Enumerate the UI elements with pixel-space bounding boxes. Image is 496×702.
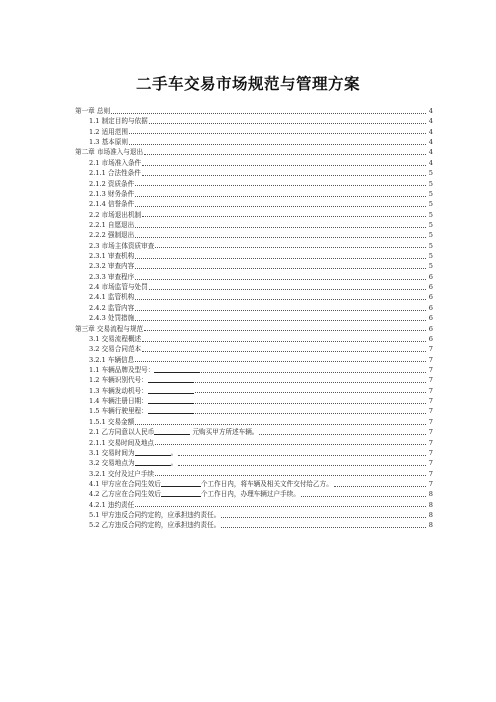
toc-page-number: 7	[428, 448, 433, 457]
toc-page-number: 7	[428, 479, 433, 488]
document-title: 二手车交易市场规范与管理方案	[135, 75, 360, 93]
toc-page-number: 6	[428, 293, 433, 302]
toc-entry-text: 第二章 市场准入与退出	[75, 148, 144, 157]
toc-page-number: 5	[428, 210, 433, 219]
toc-page-number: 6	[428, 334, 433, 343]
toc-entry-label	[89, 241, 154, 251]
toc-section-entry[interactable]	[75, 241, 433, 251]
dot-leader	[155, 475, 426, 476]
toc-section-entry[interactable]	[75, 334, 433, 344]
dot-leader	[142, 351, 426, 352]
toc-page-number: 6	[428, 272, 433, 281]
toc-entry-text: 3.1 交易流程概述	[89, 334, 142, 343]
fill-in-blank-underline	[148, 396, 194, 404]
toc-entry-label	[75, 147, 143, 157]
toc-entry-text: 2.2.1 自愿退出	[89, 220, 135, 229]
dot-leader	[149, 123, 426, 124]
toc-page-number: 5	[428, 169, 433, 178]
toc-entry-text: 3.2.1 车辆信息	[89, 355, 135, 364]
toc-entry-text: 2.1.1 交易时间及地点	[89, 438, 155, 447]
toc-entry-text: 1.3 车辆发动机号：	[89, 386, 148, 395]
toc-entry-label	[75, 106, 110, 116]
toc-entry-text: 5.2 乙方违反合同约定的，应承担违约责任。	[89, 521, 221, 530]
toc-entry-label	[89, 303, 134, 313]
toc-entry-label	[89, 386, 194, 396]
dot-leader	[195, 382, 426, 383]
dot-leader	[135, 206, 426, 207]
toc-entry-label	[89, 458, 177, 468]
toc-section-entry[interactable]	[75, 251, 433, 261]
toc-entry-label	[89, 127, 128, 137]
dot-leader	[334, 486, 426, 487]
dot-leader	[155, 444, 426, 445]
dot-leader	[135, 258, 426, 259]
toc-entry-tail-text: 个工作日内，将车辆及相关文件交付给乙方。	[200, 479, 333, 488]
dot-leader	[144, 154, 426, 155]
fill-in-blank-underline	[154, 365, 200, 373]
dot-leader	[129, 144, 426, 145]
toc-entry-label	[89, 355, 134, 365]
toc-page-number: 5	[428, 220, 433, 229]
toc-entry-text: 1.5.1 交易金额	[89, 417, 135, 426]
toc-entry-label	[89, 479, 333, 489]
toc-entry-text: 2.3.3 审查程序	[89, 272, 135, 281]
dot-leader	[259, 434, 426, 435]
toc-entry-text: 第三章 交易流程与规范	[75, 324, 144, 333]
toc-page-number: 6	[428, 283, 433, 292]
dot-leader	[178, 465, 426, 466]
dot-leader	[142, 175, 426, 176]
toc-section-entry[interactable]	[75, 375, 433, 385]
toc-entry-text: 5.1 甲方违反合同约定的，应承担违约责任。	[89, 511, 221, 520]
toc-section-entry[interactable]	[75, 137, 433, 147]
dot-leader	[135, 227, 426, 228]
toc-entry-label	[89, 261, 134, 271]
toc-entry-text: 1.3 基本原则	[89, 138, 128, 147]
toc-section-entry[interactable]	[75, 458, 433, 468]
toc-section-entry[interactable]	[75, 158, 433, 168]
toc-section-entry[interactable]	[75, 220, 433, 230]
toc-entry-text: 2.1.4 信誉条件	[89, 200, 135, 209]
toc-section-entry[interactable]	[75, 189, 433, 199]
toc-entry-label	[89, 158, 141, 168]
toc-entry-label	[89, 396, 194, 406]
toc-section-entry[interactable]	[75, 272, 433, 282]
fill-in-blank-underline	[154, 427, 190, 435]
toc-entry-text: 4.2 乙方应在合同生效后	[89, 490, 161, 499]
toc-entry-label	[75, 324, 143, 334]
fill-in-blank-underline	[161, 489, 201, 497]
toc-page-number: 7	[428, 417, 433, 426]
toc-page-number: 7	[428, 355, 433, 364]
toc-entry-text: 1.1 制定目的与依据	[89, 117, 148, 126]
toc-section-entry[interactable]	[75, 313, 433, 323]
toc-entry-label	[89, 179, 134, 189]
toc-page-number: 4	[428, 127, 433, 136]
toc-entry-label	[89, 199, 134, 209]
toc-entry-text: 2.1 乙方同意以人民币	[89, 428, 155, 437]
toc-entry-label	[89, 251, 134, 261]
toc-page-number: 7	[428, 345, 433, 354]
toc-entry-text: 2.1.2 资质条件	[89, 179, 135, 188]
dot-leader	[135, 506, 426, 507]
toc-section-entry[interactable]	[75, 179, 433, 189]
toc-entry-text: 2.3.2 审查内容	[89, 262, 135, 271]
toc-entry-text: 1.5 车辆行驶里程：	[89, 407, 148, 416]
toc-entry-label	[89, 448, 177, 458]
fill-in-blank-underline	[148, 406, 194, 414]
toc-entry-label	[89, 272, 134, 282]
toc-entry-label	[89, 489, 300, 499]
toc-entry-text: 第一章 总则	[75, 107, 111, 115]
toc-page-number: 6	[428, 324, 433, 333]
toc-entry-text: 4.1 甲方应在合同生效后	[89, 479, 161, 488]
toc-section-entry[interactable]	[75, 365, 433, 375]
toc-entry-label	[89, 469, 154, 479]
toc-section-entry[interactable]	[75, 469, 433, 479]
toc-entry-label	[89, 292, 134, 302]
toc-entry-text: 2.4.3 处罚措施	[89, 314, 135, 323]
dot-leader	[135, 185, 426, 186]
toc-entry-text: 2.3 市场主体资质审查	[89, 241, 155, 250]
dot-leader	[135, 237, 426, 238]
toc-entry-text: 2.4 市场监管与处罚	[89, 283, 148, 292]
toc-entry-tail-text: 元购买甲方所述车辆。	[190, 428, 259, 437]
toc-section-entry[interactable]	[75, 344, 433, 354]
toc-page-number: 7	[428, 428, 433, 437]
toc-section-entry[interactable]	[75, 168, 433, 178]
toc-section-entry[interactable]	[75, 261, 433, 271]
toc-entry-label	[89, 438, 154, 448]
toc-section-entry[interactable]	[75, 230, 433, 240]
table-of-contents	[75, 106, 433, 531]
toc-entry-label	[89, 220, 134, 230]
dot-leader	[195, 413, 426, 414]
toc-section-entry[interactable]	[75, 127, 433, 137]
toc-entry-label	[89, 334, 141, 344]
toc-section-entry[interactable]	[75, 520, 433, 530]
toc-entry-text: 2.4.1 监管机构	[89, 293, 135, 302]
fill-in-blank-underline	[148, 386, 194, 394]
toc-section-entry[interactable]	[75, 210, 433, 220]
toc-section-entry[interactable]	[75, 479, 433, 489]
toc-entry-text: 3.2 交易合同范本	[89, 345, 142, 354]
toc-entry-text: 2.1 市场准入条件	[89, 158, 142, 167]
dot-leader	[135, 424, 426, 425]
toc-page-number: 8	[428, 490, 433, 499]
toc-entry-label	[89, 375, 194, 385]
dot-leader	[111, 113, 426, 114]
toc-entry-tail-text: 个工作日内，办理车辆过户手续。	[200, 490, 300, 499]
toc-section-entry[interactable]	[75, 199, 433, 209]
fill-in-blank-underline	[161, 479, 201, 487]
dot-leader	[135, 268, 426, 269]
dot-leader	[201, 372, 426, 373]
toc-section-entry[interactable]	[75, 448, 433, 458]
toc-entry-label	[89, 313, 134, 323]
toc-entry-label	[89, 510, 220, 520]
toc-chapter-entry[interactable]	[75, 147, 433, 157]
toc-page-number: 8	[428, 500, 433, 509]
toc-page-number: 4	[428, 117, 433, 126]
toc-entry-tail-text: 。	[170, 448, 178, 457]
toc-section-entry[interactable]	[75, 510, 433, 520]
toc-section-entry[interactable]	[75, 292, 433, 302]
toc-page-number: 7	[428, 386, 433, 395]
toc-entry-label	[89, 168, 141, 178]
dot-leader	[129, 133, 426, 134]
toc-page-number: 5	[428, 200, 433, 209]
toc-entry-text: 2.2.2 强制退出	[89, 231, 135, 240]
toc-section-entry[interactable]	[75, 386, 433, 396]
toc-page-number: 5	[428, 262, 433, 271]
dot-leader	[195, 392, 426, 393]
toc-entry-text: 1.2 适用范围	[89, 127, 128, 136]
toc-chapter-entry[interactable]	[75, 106, 433, 116]
toc-entry-label	[89, 427, 258, 437]
fill-in-blank-underline	[148, 375, 194, 383]
toc-page-number: 5	[428, 241, 433, 250]
toc-entry-label	[89, 189, 134, 199]
dot-leader	[195, 403, 426, 404]
toc-page-number: 7	[428, 438, 433, 447]
toc-section-entry[interactable]	[75, 396, 433, 406]
toc-entry-label	[89, 137, 128, 147]
dot-leader	[301, 496, 426, 497]
toc-page-number: 5	[428, 231, 433, 240]
toc-section-entry[interactable]	[75, 438, 433, 448]
toc-entry-label	[89, 210, 141, 220]
toc-entry-text: 3.2 交易地点为	[89, 459, 135, 468]
toc-section-entry[interactable]	[75, 489, 433, 499]
toc-entry-label	[89, 417, 134, 427]
toc-page-number: 7	[428, 376, 433, 385]
toc-entry-tail-text: 。	[170, 459, 178, 468]
toc-entry-label	[89, 116, 148, 126]
toc-entry-text: 1.1 车辆品牌及型号：	[89, 365, 155, 374]
toc-entry-label	[89, 520, 220, 530]
dot-leader	[149, 289, 426, 290]
toc-page-number: 4	[428, 107, 433, 115]
toc-entry-label	[89, 230, 134, 240]
toc-entry-text: 2.4.2 监管内容	[89, 303, 135, 312]
toc-section-entry[interactable]	[75, 406, 433, 416]
toc-section-entry[interactable]	[75, 417, 433, 427]
toc-section-entry[interactable]	[75, 500, 433, 510]
toc-page-number: 5	[428, 252, 433, 261]
toc-page-number: 8	[428, 521, 433, 530]
dot-leader	[135, 310, 426, 311]
toc-chapter-entry[interactable]	[75, 324, 433, 334]
toc-entry-text: 3.1 交易时间为	[89, 448, 135, 457]
toc-page-number: 7	[428, 397, 433, 406]
toc-section-entry[interactable]	[75, 303, 433, 313]
toc-page-number: 4	[428, 138, 433, 147]
dot-leader	[135, 279, 426, 280]
dot-leader	[142, 341, 426, 342]
toc-entry-label	[89, 365, 200, 375]
toc-page-number: 7	[428, 459, 433, 468]
toc-section-entry[interactable]	[75, 355, 433, 365]
dot-leader	[221, 527, 426, 528]
toc-page-number: 4	[428, 158, 433, 167]
fill-in-blank-underline	[135, 458, 171, 466]
toc-page-number: 4	[428, 148, 433, 157]
toc-page-number: 8	[428, 511, 433, 520]
toc-entry-text: 3.2.1 交付及过户手续	[89, 469, 155, 478]
toc-entry-label	[89, 500, 134, 510]
dot-leader	[221, 517, 426, 518]
toc-entry-text: 2.1.3 财务条件	[89, 189, 135, 198]
fill-in-blank-underline	[135, 448, 171, 456]
dot-leader	[178, 455, 426, 456]
dot-leader	[135, 196, 426, 197]
dot-leader	[135, 361, 426, 362]
dot-leader	[155, 247, 426, 248]
toc-entry-text: 2.1.1 合法性条件	[89, 169, 141, 178]
dot-leader	[144, 330, 426, 331]
toc-entry-label	[89, 282, 148, 292]
toc-entry-text: 1.2 车辆识别代号：	[89, 376, 148, 385]
toc-section-entry[interactable]	[75, 116, 433, 126]
toc-entry-label	[89, 344, 141, 354]
dot-leader	[142, 216, 426, 217]
toc-entry-text: 4.2.1 违约责任	[89, 500, 135, 509]
toc-section-entry[interactable]	[75, 282, 433, 292]
toc-page-number: 7	[428, 469, 433, 478]
toc-entry-text: 2.2 市场退出机制	[89, 210, 142, 219]
dot-leader	[142, 165, 426, 166]
toc-page-number: 5	[428, 179, 433, 188]
toc-page-number: 6	[428, 314, 433, 323]
toc-page-number: 5	[428, 189, 433, 198]
toc-page-number: 7	[428, 407, 433, 416]
toc-page-number: 6	[428, 303, 433, 312]
dot-leader	[135, 299, 426, 300]
toc-page-number: 7	[428, 365, 433, 374]
toc-section-entry[interactable]	[75, 427, 433, 437]
toc-entry-text: 1.4 车辆注册日期：	[89, 397, 148, 406]
toc-entry-text: 2.3.1 审查机构	[89, 252, 135, 261]
toc-entry-label	[89, 406, 194, 416]
dot-leader	[135, 320, 426, 321]
